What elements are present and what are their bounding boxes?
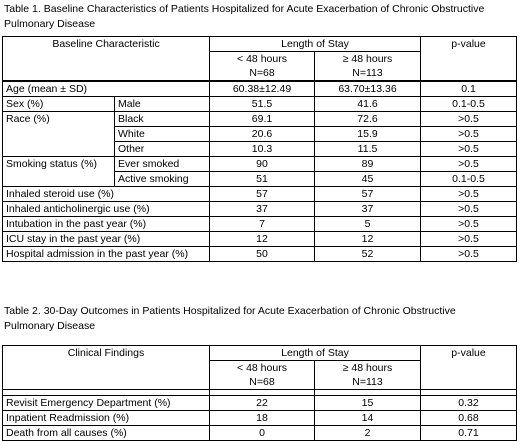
- cell-ge48: 41.6: [315, 97, 421, 112]
- header-p-value: p-value: [421, 346, 517, 390]
- table-row: [3, 217, 517, 232]
- header-baseline-characteristic: Baseline Characteristic: [3, 37, 210, 82]
- row-label: Age (mean ± SD): [3, 81, 210, 97]
- cell-lt48: 0: [210, 426, 315, 441]
- cell-ge48: 15.9: [315, 127, 421, 142]
- header-ge48: ≥ 48 hours: [315, 52, 421, 67]
- table-row: [3, 157, 517, 172]
- row-sublabel: Active smoking: [115, 172, 210, 187]
- cell-ge48: 14: [315, 411, 421, 426]
- cell-lt48: 22: [210, 396, 315, 411]
- header-length-of-stay: Length of Stay: [210, 346, 421, 361]
- row-sublabel: White: [115, 127, 210, 142]
- cell-ge48: 2: [315, 426, 421, 441]
- cell-lt48: 50: [210, 247, 315, 262]
- table-row: [3, 202, 517, 217]
- header-ge48-n: N=113: [315, 375, 421, 390]
- header-lt48: < 48 hours: [210, 361, 315, 376]
- cell-ge48: 37: [315, 202, 421, 217]
- outcomes-table: [2, 345, 517, 441]
- table1-caption-line2: Pulmonary Disease: [4, 18, 96, 30]
- table2-caption: [4, 304, 514, 334]
- header-p-value: p-value: [421, 37, 517, 82]
- table-header-row: [3, 37, 517, 52]
- cell-p-value: >0.5: [421, 127, 517, 142]
- cell-p-value: >0.5: [421, 202, 517, 217]
- header-clinical-findings: Clinical Findings: [3, 346, 210, 390]
- header-ge48: ≥ 48 hours: [315, 361, 421, 376]
- cell-p-value: 0.1-0.5: [421, 172, 517, 187]
- header-length-of-stay: Length of Stay: [210, 37, 421, 52]
- row-label: Inhaled steroid use (%): [3, 187, 210, 202]
- row-label: Race (%): [3, 112, 115, 157]
- table-row: [3, 247, 517, 262]
- cell-p-value: >0.5: [421, 217, 517, 232]
- cell-lt48: 60.38±12.49: [210, 81, 315, 97]
- cell-p-value: 0.68: [421, 411, 517, 426]
- table-row: [3, 97, 517, 112]
- table-row: [3, 81, 517, 97]
- cell-ge48: 45: [315, 172, 421, 187]
- table2-caption-line2: Pulmonary Disease: [4, 320, 96, 332]
- table1-caption: [4, 2, 514, 32]
- header-ge48-n: N=113: [315, 66, 421, 81]
- cell-p-value: >0.5: [421, 187, 517, 202]
- cell-ge48: 52: [315, 247, 421, 262]
- row-label: ICU stay in the past year (%): [3, 232, 210, 247]
- table-row: [3, 396, 517, 411]
- cell-p-value: >0.5: [421, 157, 517, 172]
- row-sublabel: Other: [115, 142, 210, 157]
- row-label: Inhaled anticholinergic use (%): [3, 202, 210, 217]
- cell-ge48: 5: [315, 217, 421, 232]
- cell-p-value: 0.1-0.5: [421, 97, 517, 112]
- cell-lt48: 37: [210, 202, 315, 217]
- table1-caption-line1: Table 1. Baseline Characteristics of Patients Hospitalized for Acute Exacerbation of Chronic Obstructive: [4, 3, 485, 15]
- cell-lt48: 90: [210, 157, 315, 172]
- table-row: [3, 426, 517, 441]
- row-label: Revisit Emergency Department (%): [3, 396, 210, 411]
- row-label: Inpatient Readmission (%): [3, 411, 210, 426]
- table-header-row: [3, 346, 517, 361]
- baseline-characteristics-table: [2, 36, 517, 262]
- cell-p-value: >0.5: [421, 142, 517, 157]
- cell-lt48: 69.1: [210, 112, 315, 127]
- cell-lt48: 57: [210, 187, 315, 202]
- header-lt48-n: N=68: [210, 375, 315, 390]
- cell-p-value: >0.5: [421, 232, 517, 247]
- cell-lt48: 12: [210, 232, 315, 247]
- cell-ge48: 11.5: [315, 142, 421, 157]
- row-label: Death from all causes (%): [3, 426, 210, 441]
- cell-p-value: 0.71: [421, 426, 517, 441]
- row-label: Hospital admission in the past year (%): [3, 247, 210, 262]
- cell-lt48: 7: [210, 217, 315, 232]
- row-sublabel: Black: [115, 112, 210, 127]
- table-row: [3, 232, 517, 247]
- cell-p-value: >0.5: [421, 247, 517, 262]
- cell-p-value: 0.32: [421, 396, 517, 411]
- cell-ge48: 89: [315, 157, 421, 172]
- cell-ge48: 72.6: [315, 112, 421, 127]
- cell-p-value: >0.5: [421, 112, 517, 127]
- table2-caption-line1: Table 2. 30-Day Outcomes in Patients Hospitalized for Acute Exacerbation of Chronic Obstructive: [4, 305, 456, 317]
- header-lt48-n: N=68: [210, 66, 315, 81]
- cell-ge48: 12: [315, 232, 421, 247]
- row-label: Sex (%): [3, 97, 115, 112]
- row-sublabel: Ever smoked: [115, 157, 210, 172]
- row-sublabel: Male: [115, 97, 210, 112]
- table-row: [3, 187, 517, 202]
- cell-lt48: 51: [210, 172, 315, 187]
- table-row: [3, 112, 517, 127]
- cell-ge48: 15: [315, 396, 421, 411]
- cell-ge48: 57: [315, 187, 421, 202]
- cell-lt48: 51.5: [210, 97, 315, 112]
- header-lt48: < 48 hours: [210, 52, 315, 67]
- cell-lt48: 10.3: [210, 142, 315, 157]
- cell-ge48: 63.70±13.36: [315, 81, 421, 97]
- cell-p-value: 0.1: [421, 81, 517, 97]
- cell-lt48: 18: [210, 411, 315, 426]
- row-label: Smoking status (%): [3, 157, 115, 187]
- row-label: Intubation in the past year (%): [3, 217, 210, 232]
- table-row: [3, 411, 517, 426]
- cell-lt48: 20.6: [210, 127, 315, 142]
